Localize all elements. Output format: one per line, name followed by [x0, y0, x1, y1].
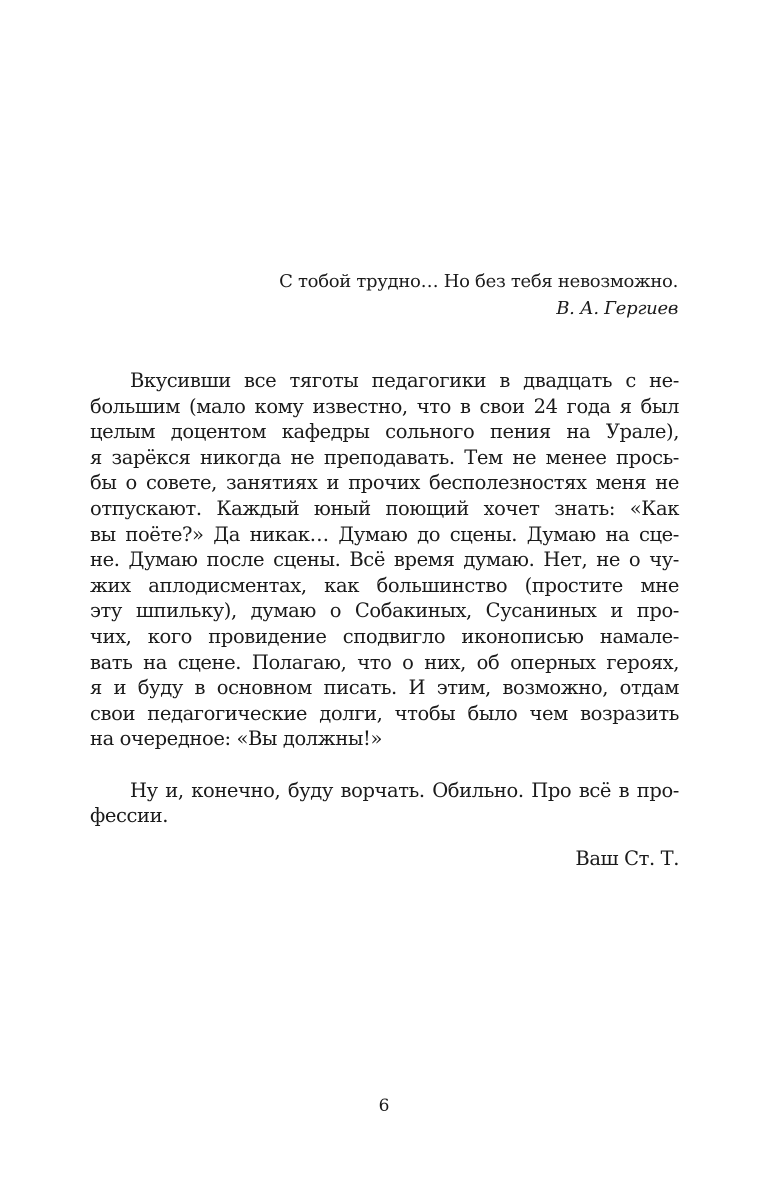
text-line: я и буду в основном писать. И этим, возможно, отдам	[90, 676, 679, 700]
epigraph-quote: С тобой трудно… Но без тебя невозможно.	[279, 271, 678, 292]
text-line: не. Думаю после сцены. Всё время думаю. Нет, не о чу-	[90, 548, 679, 572]
text-line: чих, кого провидение сподвигло иконописью намале-	[90, 624, 679, 648]
text-line: целым доцентом кафедры сольного пения на Урале),	[90, 420, 679, 444]
text-line: Вкусивши все тяготы педагогики в двадцать с не-	[130, 369, 679, 392]
page-number: 6	[378, 1096, 390, 1116]
text-line: бы о совете, занятиях и прочих бесполезностях меня не	[90, 471, 679, 495]
text-line: я зарёкся никогда не преподавать. Тем не менее прось-	[90, 445, 679, 469]
paragraph-2	[90, 778, 679, 829]
text-line: вы поёте?» Да никак… Думаю до сцены. Думаю на сце-	[90, 522, 679, 546]
text-line: свои педагогические долги, чтобы было чем возразить	[90, 701, 679, 725]
epigraph-author: В. А. Гергиев	[556, 298, 678, 319]
text-line: фессии.	[90, 804, 169, 828]
text-line: Ну и, конечно, буду ворчать. Обильно. Про всё в про-	[130, 778, 679, 802]
text-line: вать на сцене. Полагаю, что о них, об оперных героях,	[90, 650, 679, 674]
paragraph-1	[90, 368, 679, 752]
text-line: большим (мало кому известно, что в свои 24 года я был	[90, 394, 679, 418]
text-line: жих аплодисментах, как большинство (простите мне	[90, 573, 679, 597]
paragraph-gap	[90, 752, 679, 778]
text-line: эту шпильку), думаю о Собакиных, Сусаниных и про-	[90, 599, 679, 623]
signature: Ваш Ст. Т.	[575, 846, 679, 870]
epigraph	[279, 268, 678, 322]
text-line: отпускают. Каждый юный поющий хочет знать: «Как	[90, 496, 679, 520]
text-line: на очередное: «Вы должны!»	[90, 727, 383, 751]
body-text	[90, 368, 679, 871]
